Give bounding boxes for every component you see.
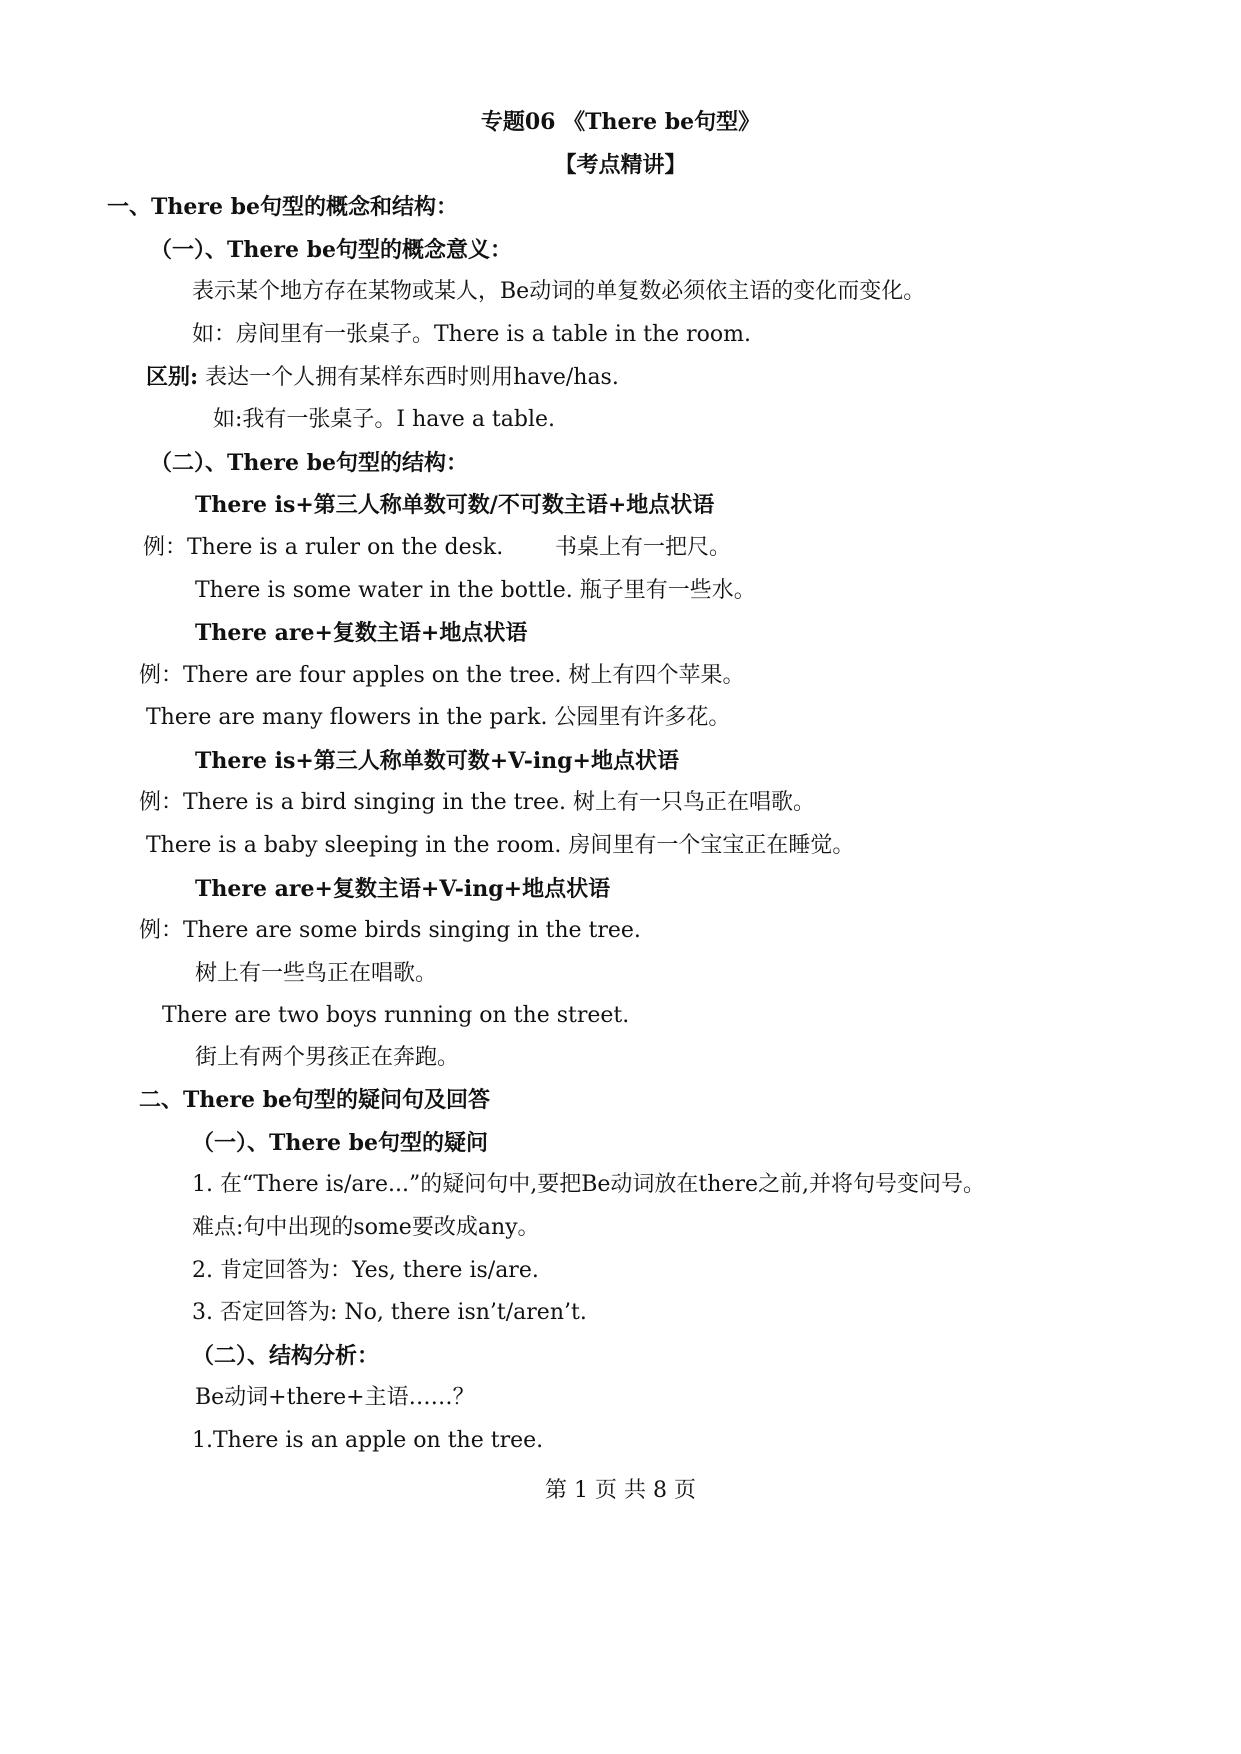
rule-heading: There are+复数主语+V-ing+地点状语 bbox=[195, 876, 611, 902]
example-line: 例：There is a bird singing in the tree. 树上有一只鸟正在唱歌。 bbox=[139, 790, 815, 815]
subheading-1-2: （二）、There be句型的结构： bbox=[150, 450, 468, 476]
subheading-2-2: （二）、结构分析： bbox=[192, 1343, 380, 1369]
example-line: There is some water in the bottle. 瓶子里有一些水。 bbox=[195, 578, 756, 603]
rule-heading: There is+第三人称单数可数/不可数主语+地点状语 bbox=[195, 492, 715, 518]
rule-heading: There is+第三人称单数可数+V-ing+地点状语 bbox=[195, 748, 679, 774]
page-footer: 第 1 页 共 8 页 bbox=[545, 1478, 696, 1503]
section-subtitle: 【考点精讲】 bbox=[554, 152, 687, 178]
example-translation: 书桌上有一把尺。 bbox=[555, 535, 732, 560]
example-line: There is a baby sleeping in the room. 房间里有一个宝宝正在睡觉。 bbox=[146, 833, 855, 858]
difference-label: 区别: bbox=[146, 364, 199, 390]
example-line: 1.There is an apple on the tree. bbox=[192, 1428, 544, 1453]
example-translation: 街上有两个男孩正在奔跑。 bbox=[195, 1045, 460, 1070]
difference-text: 表达一个人拥有某样东西时则用have/has. bbox=[205, 365, 619, 390]
difference-note bbox=[146, 362, 619, 393]
paragraph: 2. 肯定回答为：Yes, there is/are. bbox=[192, 1258, 539, 1283]
example-line: 如:我有一张桌子。I have a table. bbox=[213, 407, 556, 432]
subheading-2-1: （一）、There be句型的疑问 bbox=[192, 1130, 488, 1156]
example-line: 例：There are some birds singing in the tree. bbox=[139, 918, 641, 943]
paragraph: 1. 在“There is/are...”的疑问句中,要把Be动词放在there之前,并将句号变问号。 bbox=[192, 1172, 985, 1197]
example-line: 例：There is a ruler on the desk. bbox=[143, 535, 504, 560]
paragraph: 3. 否定回答为: No, there isn’t/aren’t. bbox=[192, 1300, 587, 1325]
subheading-1-1: （一）、There be句型的概念意义： bbox=[150, 237, 512, 263]
heading-1: 一、There be句型的概念和结构： bbox=[107, 194, 458, 220]
example-line: There are many flowers in the park. 公园里有许多花。 bbox=[146, 705, 731, 730]
example-translation: 树上有一些鸟正在唱歌。 bbox=[195, 961, 438, 986]
example-line: There are two boys running on the street. bbox=[162, 1003, 630, 1028]
paragraph-definition: 表示某个地方存在某物或某人，Be动词的单复数必须依主语的变化而变化。 bbox=[192, 279, 926, 304]
rule-heading: There are+复数主语+地点状语 bbox=[195, 620, 528, 646]
example-line: 如：房间里有一张桌子。There is a table in the room. bbox=[192, 322, 751, 347]
example-line: 例：There are four apples on the tree. 树上有四个苹果。 bbox=[139, 663, 745, 688]
heading-2: 二、There be句型的疑问句及回答 bbox=[139, 1087, 490, 1113]
paragraph: 难点:句中出现的some要改成any。 bbox=[192, 1215, 540, 1240]
page-title: 专题06 《There be句型》 bbox=[480, 109, 761, 135]
structure-formula: Be动词+there+主语……？ bbox=[195, 1385, 475, 1410]
